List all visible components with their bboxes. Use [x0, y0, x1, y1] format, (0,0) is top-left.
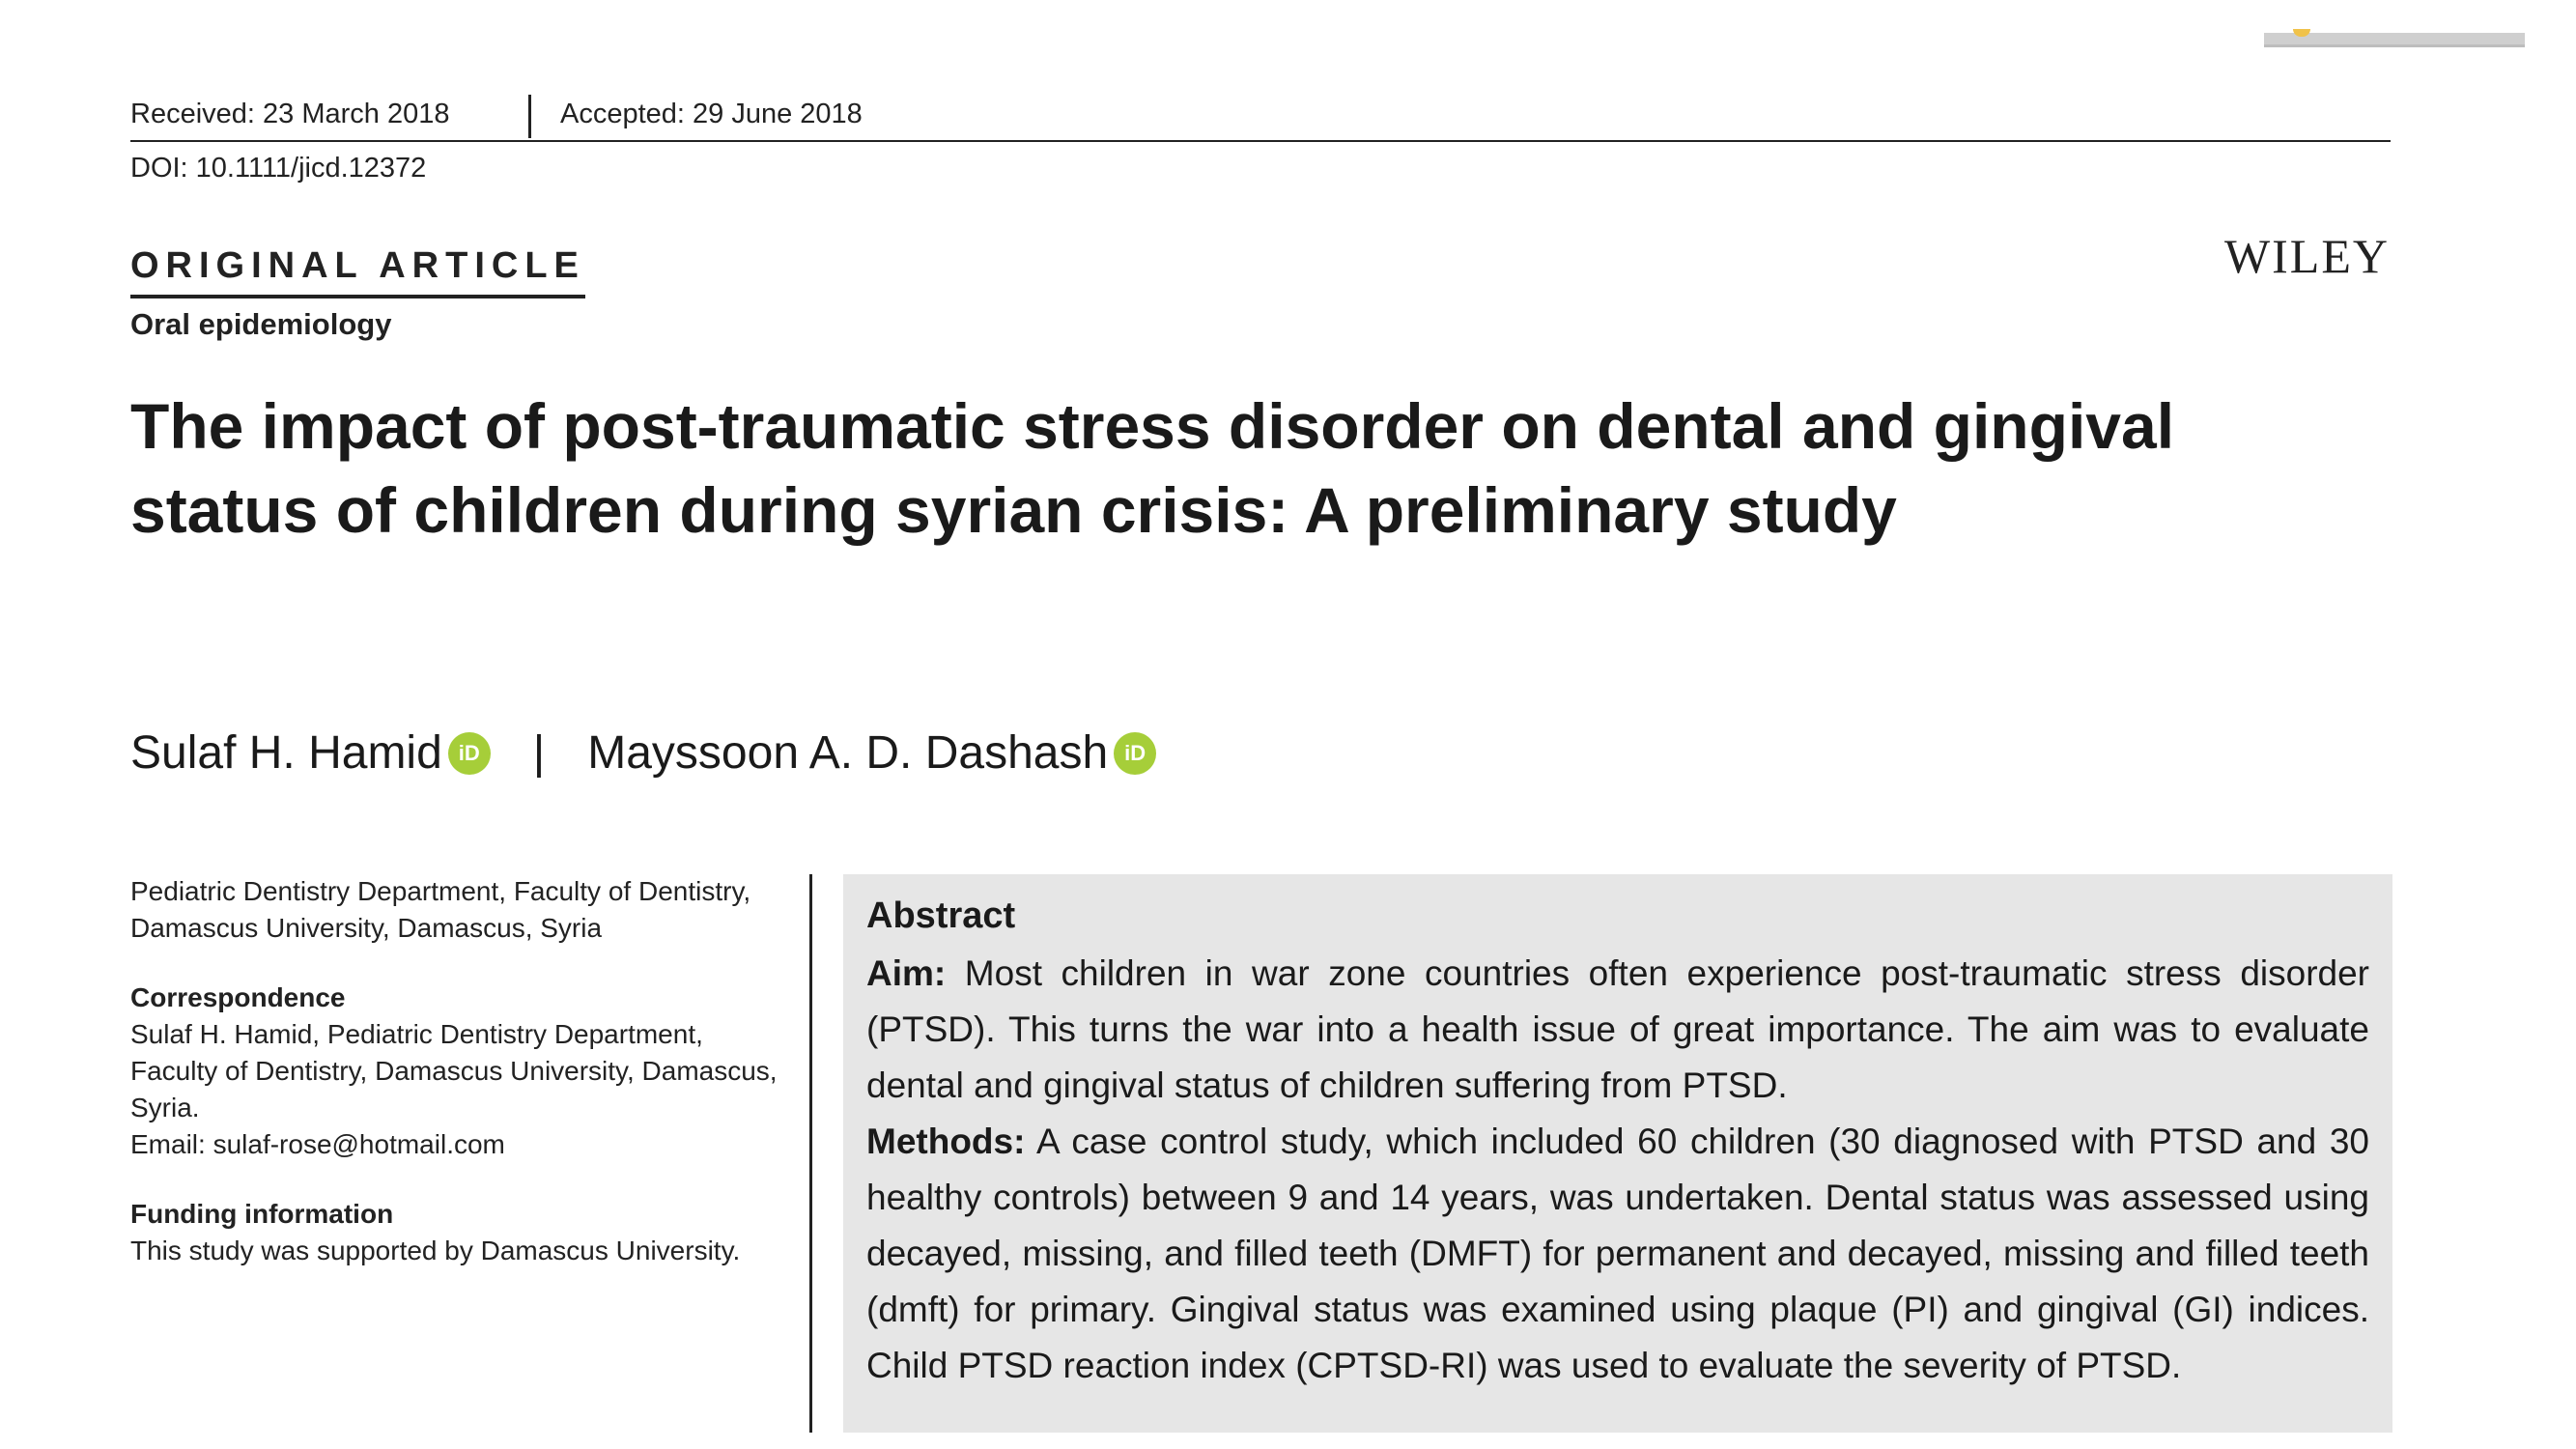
abstract-heading: Abstract [866, 895, 1016, 936]
methods-label: Methods: [866, 1122, 1026, 1161]
header-separator [528, 95, 531, 138]
funding-text: This study was supported by Damascus University. [130, 1236, 741, 1265]
correspondence-heading: Correspondence [130, 982, 346, 1012]
doi-link[interactable]: DOI: 10.1111/jicd.12372 [130, 153, 427, 184]
column-divider [809, 874, 812, 1433]
aim-text: Most children in war zone countries often experience post-traumatic stress disorder (PTSD). This turns the war into a health issue of great importance. The aim was to evaluate dental and gingival status of children suffering from PTSD. [866, 953, 2369, 1105]
orcid-icon[interactable]: iD [448, 732, 491, 775]
abstract-methods [866, 1114, 2369, 1394]
author-name[interactable]: Mayssoon A. D. Dashash [587, 727, 1109, 779]
article-subject: Oral epidemiology [130, 307, 392, 341]
header-rule [130, 140, 2391, 142]
received-date: Received: 23 March 2018 [130, 99, 450, 129]
methods-text: A case control study, which included 60 children (30 diagnosed with PTSD and 30 healthy controls) between 9 and 14 years, was undertaken. Dental status was assessed using decayed, missing, and filled teeth (DMFT) for permanent and decayed, missing and filled teeth (dmft) for primary. Gingival status was examined using plaque (PI) and gingival (GI) indices. Child PTSD reaction index (CPTSD-RI) was used to evaluate the severity of PTSD. [866, 1122, 2369, 1385]
author-separator: | [532, 727, 546, 779]
abstract-aim [866, 946, 2369, 1114]
correspondence-block [130, 980, 787, 1163]
orcid-icon[interactable]: iD [1114, 732, 1156, 775]
article-title: The impact of post-traumatic stress disorder on dental and gingival status of children during syrian crisis: A preliminary study [130, 390, 2175, 546]
correspondence-email[interactable]: Email: sulaf-rose@hotmail.com [130, 1129, 505, 1159]
publisher-logo: WILEY [2223, 229, 2390, 283]
article-sidebar [130, 873, 787, 1302]
author-list [130, 726, 1156, 780]
abstract-panel [843, 874, 2392, 1433]
affiliation: Pediatric Dentistry Department, Faculty of Dentistry, Damascus University, Damascus, Syria [130, 876, 751, 943]
article-type: ORIGINAL ARTICLE [130, 245, 585, 298]
author-name[interactable]: Sulaf H. Hamid [130, 727, 442, 779]
aim-label: Aim: [866, 953, 947, 993]
funding-heading: Funding information [130, 1199, 394, 1229]
funding-block [130, 1196, 787, 1269]
correspondence-text: Sulaf H. Hamid, Pediatric Dentistry Department, Faculty of Dentistry, Damascus University, Damascus, Syria. [130, 1019, 778, 1122]
accepted-date: Accepted: 29 June 2018 [560, 99, 863, 129]
